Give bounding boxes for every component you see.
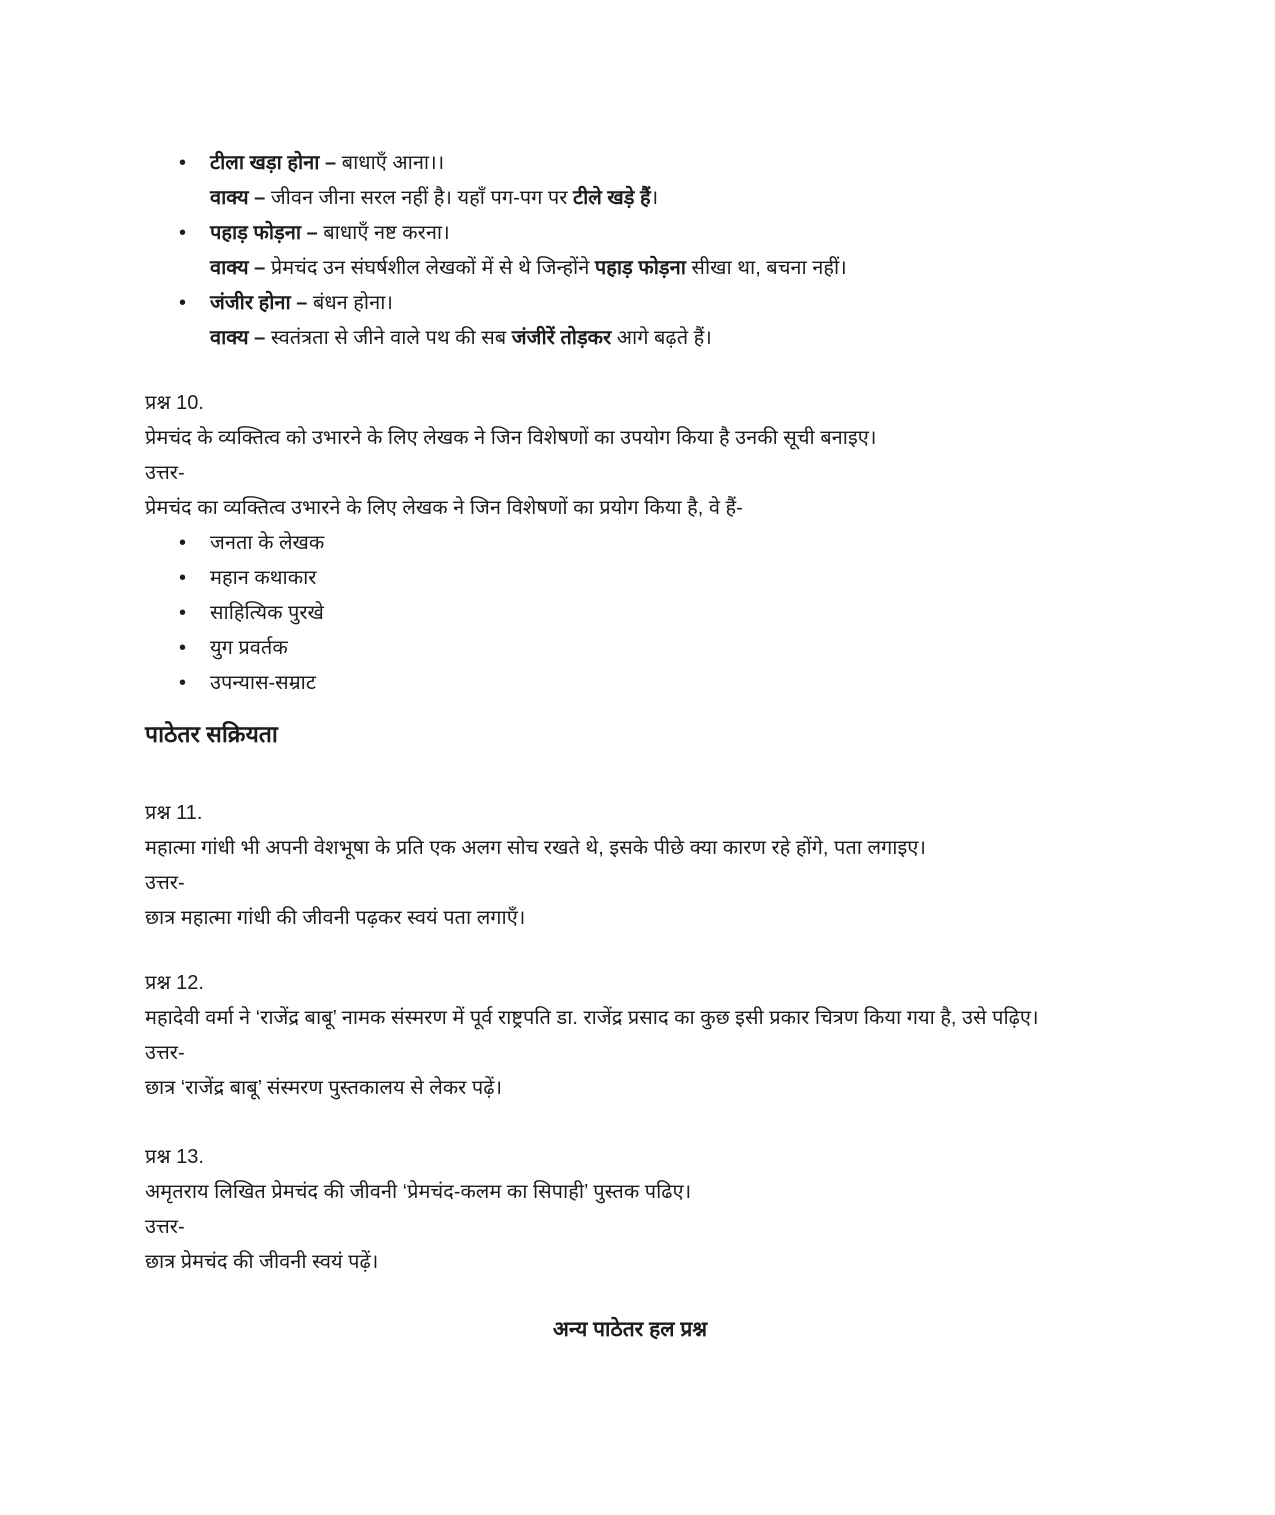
section-heading: पाठेतर सक्रियता (145, 721, 278, 747)
vakya-pre: जीवन जीना सरल नहीं है। यहाँ पग-पग पर (265, 187, 574, 209)
question-13-answer: छात्र प्रेमचंद की जीवनी स्वयं पढ़ें। (145, 1251, 379, 1273)
vakya-post: आगे बढ़ते हैं। (611, 327, 712, 349)
idiom-meaning: बाधाएँ आना।। (336, 152, 445, 174)
vakya-post: । (650, 187, 659, 209)
idiom-sentence-line (210, 251, 1115, 286)
question-13-text: अमृतराय लिखित प्रेमचंद की जीवनी ‘प्रेमचंद-कलम का सिपाही’ पुस्तक पढिए। (145, 1181, 692, 1203)
idiom-meaning: बाधाएँ नष्ट करना। (317, 222, 450, 244)
question-10-answer-label: उत्तर- (145, 462, 185, 484)
question-13-answer-label: उत्तर- (145, 1216, 185, 1238)
adjective-text: युग प्रवर्तक (210, 637, 288, 659)
question-block-10 (145, 386, 1115, 526)
question-block-12 (145, 966, 1115, 1106)
vakya-bold: टीले खड़े हैं (573, 187, 651, 209)
question-block-11 (145, 796, 1115, 936)
vakya-label: वाक्य – (210, 327, 266, 349)
idiom-term: पहाड़ फोड़ना – (210, 222, 318, 244)
adjective-text: महान कथाकार (210, 567, 317, 589)
question-13-label: प्रश्न 13. (145, 1146, 204, 1168)
list-item (210, 526, 1115, 561)
idiom-item (210, 146, 1115, 216)
question-12-answer-label: उत्तर- (145, 1042, 185, 1064)
vakya-pre: स्वतंत्रता से जीने वाले पथ की सब (265, 327, 512, 349)
idiom-meaning: बंधन होना। (307, 292, 393, 314)
vakya-pre: प्रेमचंद उन संघर्षशील लेखकों में से थे जिन्होंने (265, 257, 595, 279)
adjective-text: उपन्यास-सम्राट (210, 672, 316, 694)
idiom-term-line (210, 286, 1115, 321)
idiom-term: जंजीर होना – (210, 292, 308, 314)
question-11-text: महात्मा गांधी भी अपनी वेशभूषा के प्रति एक अलग सोच रखते थे, इसके पीछे क्या कारण रहे होंगे, पता लगाइए। (145, 837, 926, 859)
vakya-label: वाक्य – (210, 187, 266, 209)
question-12-text: महादेवी वर्मा ने ‘राजेंद्र बाबू’ नामक संस्मरण में पूर्व राष्ट्रपति डा. राजेंद्र प्रसाद का कुछ इसी प्रकार चित्रण किया गया है, उसे पढ़िए। (145, 1007, 1039, 1029)
question-11-answer: छात्र महात्मा गांधी की जीवनी पढ़कर स्वयं पता लगाएँ। (145, 907, 526, 929)
idiom-sentence-line (210, 181, 1115, 216)
idiom-term: टीला खड़ा होना – (210, 152, 337, 174)
idiom-item (210, 286, 1115, 356)
footer-heading: अन्य पाठेतर हल प्रश्न (552, 1318, 708, 1341)
idiom-term-line (210, 146, 1115, 181)
adjective-text: जनता के लेखक (210, 532, 325, 554)
question-block-13 (145, 1140, 1115, 1280)
question-11-label: प्रश्न 11. (145, 802, 203, 824)
vakya-bold: पहाड़ फोड़ना (594, 257, 686, 279)
idiom-item (210, 216, 1115, 286)
list-item (210, 596, 1115, 631)
idiom-list (145, 146, 1115, 356)
question-10-label: प्रश्न 10. (145, 392, 204, 414)
question-10-text: प्रेमचंद के व्यक्तित्व को उभारने के लिए लेखक ने जिन विशेषणों का उपयोग किया है उनकी सूची बनाइए। (145, 427, 877, 449)
vakya-post: सीखा था, बचना नहीं। (685, 257, 847, 279)
idiom-term-line (210, 216, 1115, 251)
vakya-label: वाक्य – (210, 257, 266, 279)
list-item (210, 666, 1115, 701)
vakya-bold: जंजीरें तोड़कर (511, 327, 612, 349)
list-item (210, 631, 1115, 666)
question-12-label: प्रश्न 12. (145, 972, 204, 994)
adjective-text: साहित्यिक पुरखे (210, 602, 324, 624)
question-11-answer-label: उत्तर- (145, 872, 185, 894)
question-12-answer: छात्र ‘राजेंद्र बाबू’ संस्मरण पुस्तकालय से लेकर पढ़ें। (145, 1077, 503, 1099)
question-10-answer: प्रेमचंद का व्यक्तित्व उभारने के लिए लेखक ने जिन विशेषणों का प्रयोग किया है, वे हैं- (145, 497, 743, 519)
idiom-sentence-line (210, 321, 1115, 356)
adjective-list (145, 526, 1115, 701)
list-item (210, 561, 1115, 596)
